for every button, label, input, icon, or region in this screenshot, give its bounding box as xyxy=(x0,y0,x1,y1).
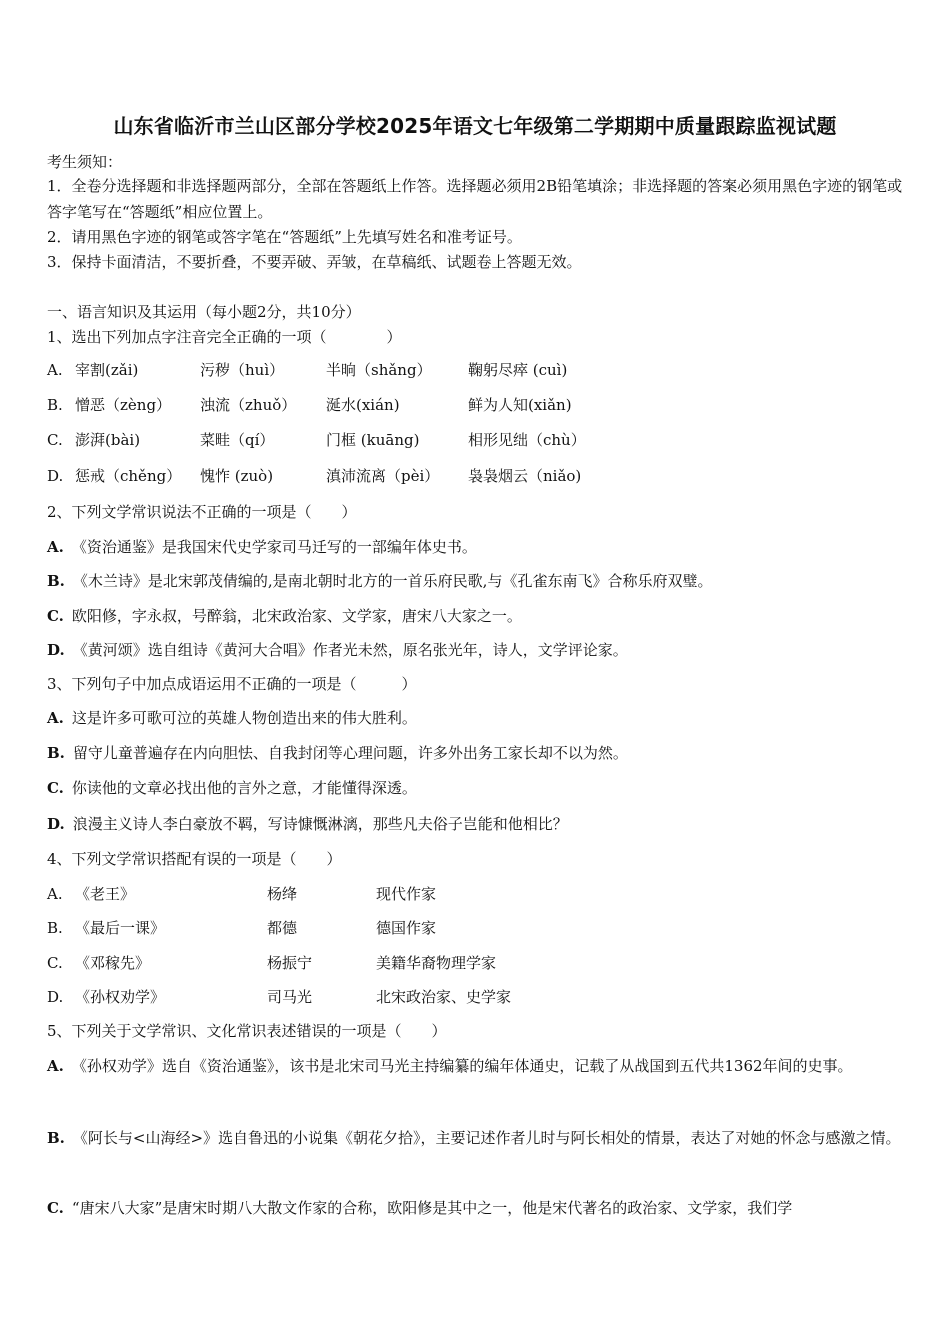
option-cell: 杨绛 xyxy=(267,885,298,903)
option-cell: 《最后一课》 xyxy=(75,919,166,937)
option-cell: 鞠躬尽瘁 (cuì) xyxy=(468,361,568,379)
q3-stem: 3、下列句子中加点成语运用不正确的一项是（ ） xyxy=(47,675,417,693)
option-cell: 澎湃(bài) xyxy=(75,431,141,449)
option-label: D. xyxy=(47,467,64,485)
option-text: 《木兰诗》是北宋郭茂倩编的,是南北朝时北方的一首乐府民歌,与《孔雀东南飞》合称乐府双璧。 xyxy=(72,572,713,590)
exam-title: 山东省临沂市兰山区部分学校2025年语文七年级第二学期期中质量跟踪监视试题 xyxy=(113,114,837,138)
option-cell: 《孙权劝学》 xyxy=(75,988,166,1006)
option-label: B. xyxy=(47,744,65,762)
option-label: A. xyxy=(47,538,64,556)
option-label: A. xyxy=(47,709,64,727)
option-label: C. xyxy=(47,607,64,625)
option-cell: 浊流（zhuǒ） xyxy=(200,396,297,414)
option-label: A. xyxy=(47,885,63,903)
option-cell: 惩戒（chěng） xyxy=(75,467,182,485)
q2-option-c xyxy=(47,604,522,628)
option-cell: 半晌（shǎng） xyxy=(326,361,432,379)
option-label: B. xyxy=(47,572,65,590)
option-text: 你读他的文章必找出他的言外之意，才能懂得深透。 xyxy=(71,779,417,797)
option-cell: 宰割(zǎi) xyxy=(75,361,139,379)
option-label: C. xyxy=(47,1199,64,1217)
option-label: D. xyxy=(47,641,65,659)
option-label: B. xyxy=(47,396,63,414)
option-cell: 都德 xyxy=(267,919,298,937)
option-text: 留守儿童普遍存在内向胆怯、自我封闭等心理问题，许多外出务工家长却不以为然。 xyxy=(72,744,628,762)
q5-option-a xyxy=(47,1048,907,1085)
option-label: C. xyxy=(47,431,63,449)
option-cell: 现代作家 xyxy=(376,885,437,903)
q3-option-c xyxy=(47,776,417,800)
option-cell: 杨振宁 xyxy=(267,954,313,972)
q5-option-b xyxy=(47,1120,907,1157)
option-cell: 鲜为人知(xiǎn) xyxy=(468,396,572,414)
option-cell: 《邓稼先》 xyxy=(75,954,151,972)
q2-stem: 2、下列文学常识说法不正确的一项是（ ） xyxy=(47,503,357,521)
section-heading: 一、语言知识及其运用（每小题2分，共10分） xyxy=(47,303,361,321)
q2-option-b xyxy=(47,569,712,593)
option-cell: 涎水(xián) xyxy=(326,396,400,414)
option-cell: 憎恶（zèng） xyxy=(75,396,172,414)
q5-stem: 5、下列关于文学常识、文化常识表述错误的一项是（ ） xyxy=(47,1022,447,1040)
option-cell: 相形见绌（chù） xyxy=(468,431,586,449)
option-text: 浪漫主义诗人李白豪放不羁，写诗慷慨淋漓，那些凡夫俗子岂能和他相比？ xyxy=(72,815,568,833)
q3-option-b xyxy=(47,741,628,765)
option-text: 《阿长与<山海经>》选自鲁迅的小说集《朝花夕拾》，主要记述作者儿时与阿长相处的情景，表达了对她的怀念与感激之情。 xyxy=(72,1129,901,1147)
option-cell: 司马光 xyxy=(267,988,313,1006)
option-cell: 德国作家 xyxy=(376,919,437,937)
option-cell: 袅袅烟云（niǎo) xyxy=(468,467,582,485)
option-cell: 菜畦（qí） xyxy=(200,431,275,449)
q3-option-a xyxy=(47,706,417,730)
option-cell: 门框 (kuāng) xyxy=(326,431,420,449)
notice-heading: 考生须知： xyxy=(47,153,123,171)
option-text: 《孙权劝学》选自《资治通鉴》，该书是北宋司马光主持编纂的编年体通史，记载了从战国到五代共1362年间的史事。 xyxy=(71,1057,853,1075)
q1-stem: 1、选出下列加点字注音完全正确的一项（ ） xyxy=(47,328,402,346)
option-cell: 滇沛流离（pèi） xyxy=(326,467,440,485)
option-text: 欧阳修，字永叔，号醉翁，北宋政治家、文学家，唐宋八大家之一。 xyxy=(71,607,522,625)
notice-item-1: 1．全卷分选择题和非选择题两部分，全部在答题纸上作答。选择题必须用2B铅笔填涂；非选择题的答案必须用黑色字迹的钢笔或答字笔写在“答题纸”相应位置上。 xyxy=(47,177,903,221)
option-cell: 北宋政治家、史学家 xyxy=(376,988,512,1006)
option-label: D. xyxy=(47,988,64,1006)
option-text: 《资治通鉴》是我国宋代史学家司马迁写的一部编年体史书。 xyxy=(71,538,477,556)
option-cell: 美籍华裔物理学家 xyxy=(376,954,497,972)
option-label: B. xyxy=(47,919,63,937)
q5-option-c xyxy=(47,1196,792,1220)
q2-option-d xyxy=(47,638,628,662)
option-text: “唐宋八大家”是唐宋时期八大散文作家的合称，欧阳修是其中之一，他是宋代著名的政治家、文学家，我们学 xyxy=(71,1199,793,1217)
option-label: A. xyxy=(47,361,63,379)
option-label: D. xyxy=(47,815,65,833)
option-label: A. xyxy=(47,1057,64,1075)
option-label: B. xyxy=(47,1129,65,1147)
option-cell: 污秽（huì） xyxy=(200,361,285,379)
q4-stem: 4、下列文学常识搭配有误的一项是（ ） xyxy=(47,850,342,868)
option-cell: 《老王》 xyxy=(75,885,136,903)
option-cell: 愧怍 (zuò) xyxy=(200,467,274,485)
notice-item-2: 2．请用黑色字迹的钢笔或答字笔在“答题纸”上先填写姓名和准考证号。 xyxy=(47,228,522,246)
q3-option-d xyxy=(47,812,568,836)
notice-item-3: 3．保持卡面清洁，不要折叠，不要弄破、弄皱，在草稿纸、试题卷上答题无效。 xyxy=(47,253,582,271)
option-text: 这是许多可歌可泣的英雄人物创造出来的伟大胜利。 xyxy=(71,709,417,727)
q2-option-a xyxy=(47,535,477,559)
option-text: 《黄河颂》选自组诗《黄河大合唱》作者光未然，原名张光年，诗人，文学评论家。 xyxy=(72,641,628,659)
option-label: C. xyxy=(47,954,63,972)
option-label: C. xyxy=(47,779,64,797)
